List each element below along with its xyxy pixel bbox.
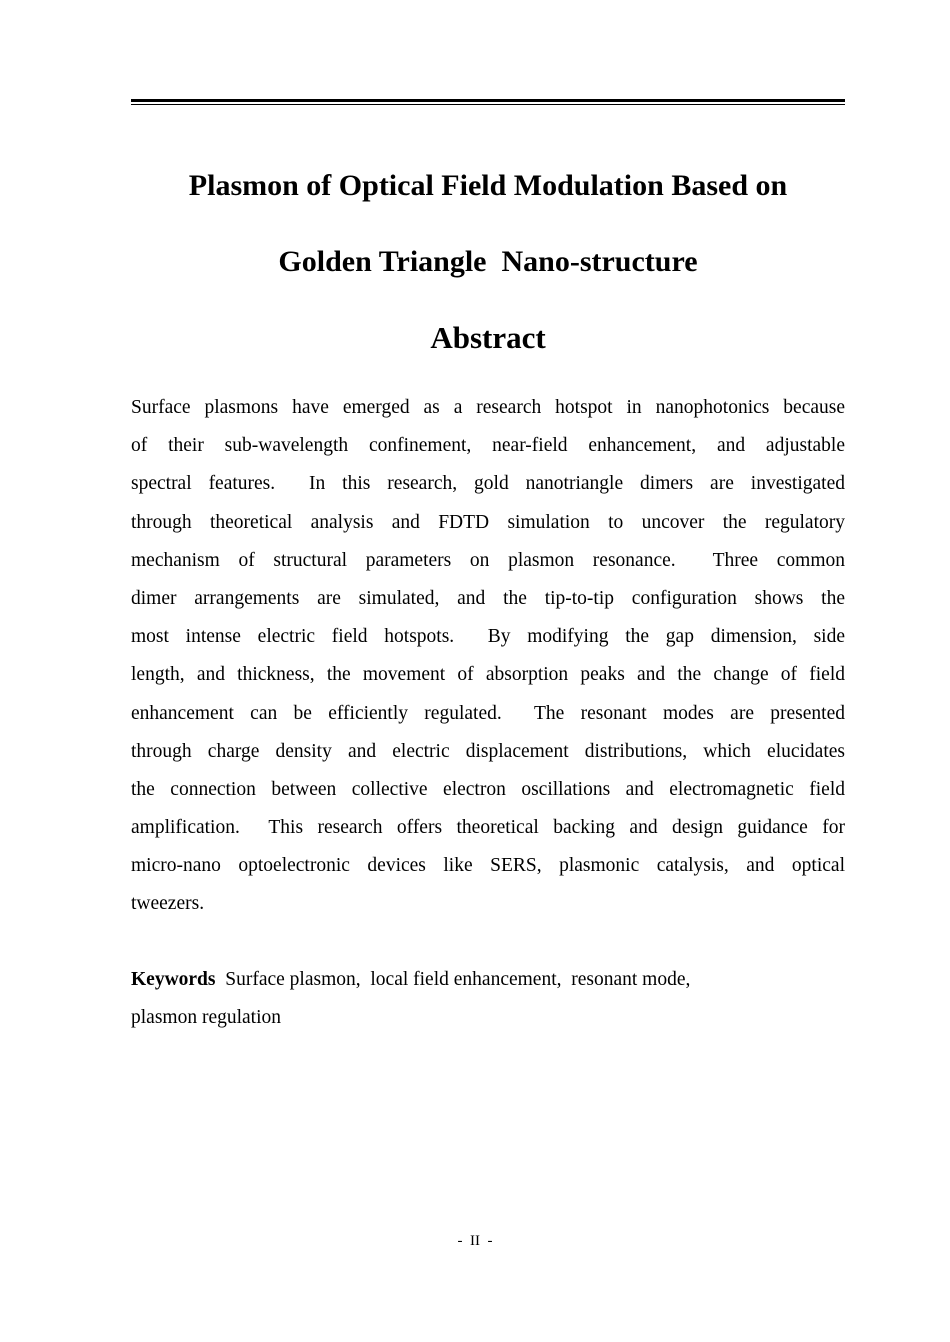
keywords-line: plasmon regulation — [131, 1007, 282, 1029]
abstract-line: enhancement can be efficiently regulated. The resonant modes are presented — [131, 702, 845, 724]
abstract-line: most intense electric field hotspots. By modifying the gap dimension, side — [131, 626, 845, 648]
paper-title — [131, 148, 845, 300]
abstract-line: spectral features. In this research, gold nanotriangle dimers are investigated — [131, 473, 845, 495]
abstract-line: through charge density and electric displacement distributions, which elucidates — [131, 740, 845, 762]
title-line: Golden Triangle Nano-structure — [278, 245, 698, 278]
abstract-line: micro-nano optoelectronic devices like SERS, plasmonic catalysis, and optical — [131, 855, 845, 877]
abstract-body — [131, 389, 845, 924]
title-line: Plasmon of Optical Field Modulation Based on — [188, 169, 788, 202]
abstract-line: tweezers. — [131, 893, 205, 915]
keywords-section — [131, 961, 845, 1037]
abstract-line: the connection between collective electron oscillations and electromagnetic field — [131, 778, 845, 800]
keywords-text: Surface plasmon, local field enhancement, resonant mode, — [215, 969, 691, 990]
abstract-line: through theoretical analysis and FDTD simulation to uncover the regulatory — [131, 511, 845, 533]
abstract-line: dimer arrangements are simulated, and the tip-to-tip configuration shows the — [131, 587, 845, 609]
abstract-line: Surface plasmons have emerged as a research hotspot in nanophotonics because — [131, 397, 845, 418]
page-number: - II - — [457, 1233, 493, 1249]
abstract-line: length, and thickness, the movement of absorption peaks and the change of field — [131, 664, 845, 686]
keywords-label: Keywords — [131, 969, 216, 990]
keywords-line — [131, 961, 845, 999]
abstract-heading: Abstract — [430, 320, 546, 355]
abstract-line: amplification. This research offers theoretical backing and design guidance for — [131, 817, 845, 839]
abstract-line: of their sub-wavelength confinement, near-field enhancement, and adjustable — [131, 435, 845, 457]
abstract-line: mechanism of structural parameters on plasmon resonance. Three common — [131, 549, 845, 571]
header-double-rule — [131, 99, 845, 105]
